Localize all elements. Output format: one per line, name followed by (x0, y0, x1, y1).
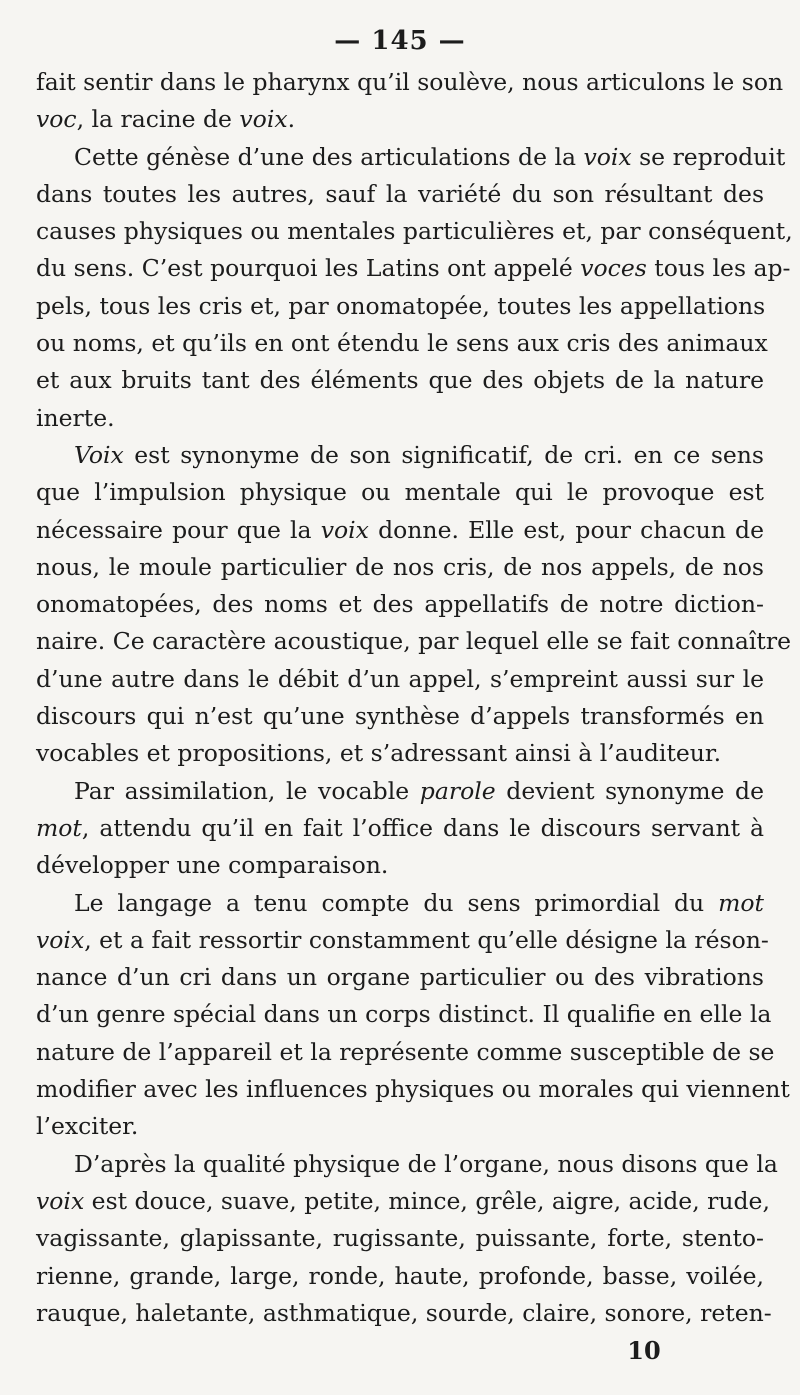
text-line: développer une comparaison. (36, 851, 389, 880)
paragraph (36, 773, 764, 885)
text-line: d’un genre spécial dans un corps distinct. Il qualifie en elle la (36, 1000, 772, 1029)
text-line: nous, le moule particulier de nos cris, de nos appels, de nos (36, 552, 764, 581)
text-line: modifier avec les influences physiques ou morales qui viennent (36, 1075, 790, 1104)
text-line: pels, tous les cris et, par onomatopée, toutes les appellations (36, 291, 766, 320)
paragraph (36, 1146, 778, 1332)
text-line: voix, et a fait ressortir constamment qu’elle désigne la réson- (36, 925, 769, 954)
text-line: onomatopées, des noms et des appellatifs de notre diction- (36, 590, 764, 619)
text-line: d’une autre dans le débit d’un appel, s’empreint aussi sur le (36, 664, 764, 693)
signature-mark: 10 (627, 1336, 661, 1365)
text-line: rienne, grande, large, ronde, haute, profonde, basse, voilée, (36, 1261, 764, 1290)
text-line: mot, attendu qu’il en fait l’office dans le discours servant à (36, 813, 764, 842)
text-line: que l’impulsion physique ou mentale qui le provoque est (36, 478, 764, 507)
text-line: Cette génèse d’une des articulations de la voix se reproduit (74, 142, 786, 171)
text-line: Voix est synonyme de son significatif, de cri. en ce sens (74, 440, 764, 469)
text-line: voix est douce, suave, petite, mince, grêle, aigre, acide, rude, (36, 1186, 770, 1215)
page-number: — 145 — (334, 26, 466, 56)
text-line: nance d’un cri dans un organe particulier ou des vibrations (36, 963, 764, 992)
paragraph (36, 437, 791, 773)
paragraph (36, 885, 790, 1146)
text-line: causes physiques ou mentales particulières et, par conséquent, (36, 217, 793, 246)
paragraph (36, 64, 784, 139)
text-line: dans toutes les autres, sauf la variété du son résultant des (36, 179, 764, 208)
text-line: ou noms, et qu’ils en ont étendu le sens aux cris des animaux (36, 329, 768, 358)
text-line: voc, la racine de voix. (36, 105, 296, 134)
text-line: vagissante, glapissante, rugissante, puissante, forte, stento- (36, 1224, 764, 1253)
text-line: l’exciter. (36, 1112, 139, 1141)
text-line: du sens. C’est pourquoi les Latins ont appelé voces tous les ap- (36, 254, 791, 283)
text-line: naire. Ce caractère acoustique, par lequel elle se fait connaître (36, 627, 791, 656)
text-line: nature de l’appareil et la représente comme susceptible de se (36, 1037, 775, 1066)
text-line: Le langage a tenu compte du sens primordial du mot (74, 888, 764, 917)
text-line: discours qui n’est qu’une synthèse d’appels transformés en (36, 702, 764, 731)
text-line: D’après la qualité physique de l’organe, nous disons que la (74, 1149, 778, 1178)
text-line: inerte. (36, 403, 115, 432)
text-line: rauque, haletante, asthmatique, sourde, claire, sonore, reten- (36, 1298, 772, 1327)
text-line: vocables et propositions, et s’adressant ainsi à l’auditeur. (36, 739, 722, 768)
paragraph (36, 139, 793, 437)
text-line: Par assimilation, le vocable parole devient synonyme de (74, 776, 764, 805)
text-line: nécessaire pour que la voix donne. Elle est, pour chacun de (36, 515, 764, 544)
text-line: et aux bruits tant des éléments que des objets de la nature (36, 366, 764, 395)
body-text (36, 64, 793, 1332)
text-line: fait sentir dans le pharynx qu’il soulève, nous articulons le son (36, 68, 784, 96)
